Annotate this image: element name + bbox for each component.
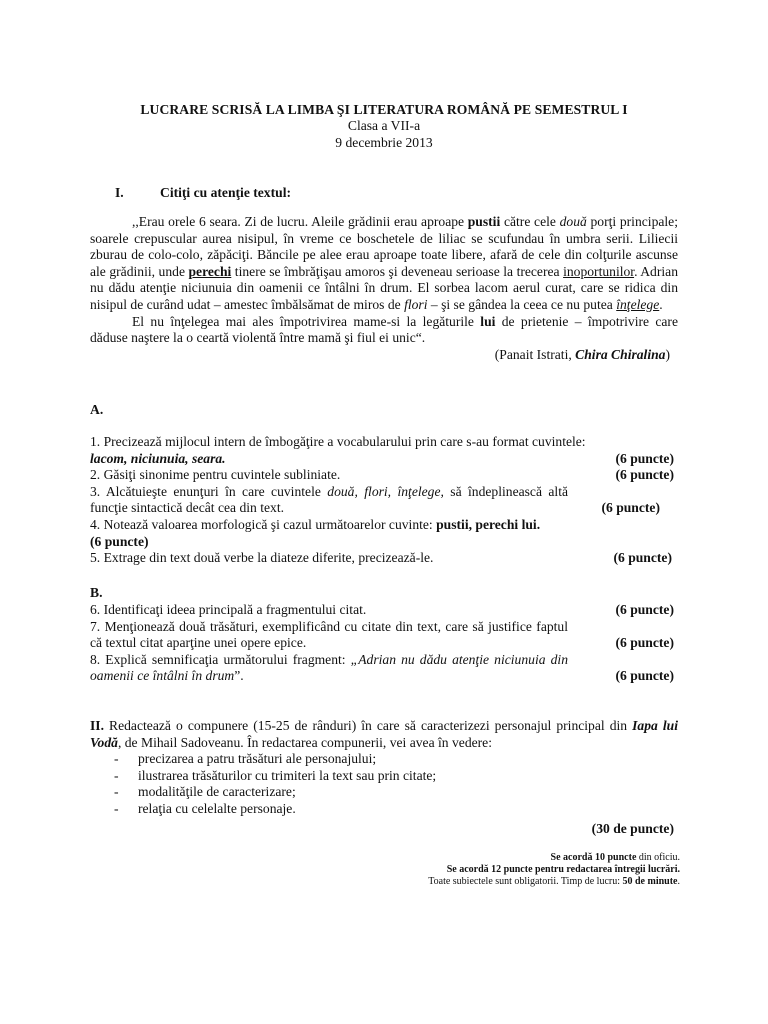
section-2-work: Iapa lui Vodă [90, 718, 678, 750]
question-7-text: 7. Menţionează două trăsături, exemplificând cu citate din text, care să justifice faptul că textul citat aparţine unei opere epice. [90, 618, 568, 651]
question-4-words: pustii, perechi lui. [436, 516, 541, 532]
source-end: ) [665, 346, 670, 362]
text-span: de prietenie – împotrivire care dăduse naştere la o ceartă violentă între mamă şi fiul ei unic“. [90, 313, 678, 346]
text-span: din oficiu. [636, 852, 680, 863]
word-lui: lui [480, 313, 496, 329]
word-doua: două [559, 214, 587, 229]
text-span: Redactează o compunere (15-25 de rânduri) în care să caracterizezi personajul principal din [103, 718, 633, 733]
text-span: 8. Explică semnificaţia următorului fragment: [90, 651, 351, 667]
text-span: – şi se gândea la ceea ce nu putea [427, 296, 617, 312]
text-span: . Adrian nu dădu atenţie niciunuia din oamenii ce întâlni în drum. El sorbea lacom aerul curat, care se ridica din nisipul de curând udat – amestec îmbălsămat de miros de [90, 263, 678, 312]
text-span: . [659, 296, 663, 312]
text-span: El nu înţelegea mai ales împotrivirea mame-si la legăturile [132, 313, 481, 329]
question-3-words: două, flori, înţelege, [327, 483, 444, 499]
question-8-points: (6 puncte) [615, 668, 674, 684]
list-item: - precizarea a patru trăsături ale personajului; [90, 751, 678, 768]
list-item: - modalităţile de caracterizare; [90, 784, 678, 801]
reading-text [90, 214, 678, 363]
list-item: - relaţia cu celelalte personaje. [90, 801, 678, 818]
word-inoportunilor: inoportunilor [563, 263, 635, 279]
text-span: porţi principale; soarele crepuscular aurea nisipul, în vreme ce boschetele de liliac se scufundau în umbra serii. Liliecii zburau de colo-colo, zăpăciţi. Băncile pe alee erau aproape toate libere, afară de cele din colţurile ascunse ale grădinii, unde [90, 214, 678, 279]
source-work: Chira Chiralina [575, 346, 666, 362]
source-author: (Panait Istrati, [494, 346, 576, 362]
text-span: către cele [500, 214, 560, 229]
text-span: ,,Erau orele 6 seara. Zi de lucru. Aleile grădinii erau aproape [132, 214, 468, 229]
question-8 [90, 652, 678, 685]
word-flori: flori [404, 296, 428, 312]
text-span: ”. [234, 668, 244, 684]
note-1 [428, 852, 680, 864]
class-label: Clasa a VII-a [347, 118, 421, 134]
text-span: tinere se îmbrăţişau amoros şi deveneau serioase la trecerea [231, 263, 564, 279]
question-6-text: 6. Identificaţi ideea principală a fragmentului citat. [90, 602, 367, 617]
question-1 [90, 434, 678, 467]
question-1-text: 1. Precizează mijlocul intern de îmbogăţire a vocabularului prin care s-au format cuvintele: [90, 434, 586, 449]
section-2-list [90, 751, 678, 817]
section-2-points: (30 de puncte) [591, 820, 674, 836]
question-1-words: lacom, niciunuia, seara. [90, 450, 226, 466]
question-8-quote: „Adrian nu dădu atenţie niciunuia din oamenii ce întâlni în drum [90, 651, 568, 684]
note-3-time: 50 de minute [622, 876, 678, 887]
question-4-points: (6 puncte) [90, 533, 149, 549]
text-span: . [677, 876, 680, 887]
section-2-text [90, 718, 678, 751]
text-span: Se acordă [550, 852, 595, 863]
question-5 [90, 550, 678, 567]
question-8-text [90, 652, 678, 685]
text-span: 3. Alcătuieşte enunţuri în care cuvintele [90, 483, 328, 499]
text-paragraph-1 [90, 214, 678, 314]
question-3-text [90, 484, 678, 517]
section-a-label: A. [90, 402, 104, 417]
list-item: - ilustrarea trăsăturilor cu trimiteri la text sau prin citate; [90, 768, 678, 785]
note-2: Se acordă 12 puncte pentru redactarea întregii lucrări. [446, 864, 680, 875]
question-3-points: (6 puncte) [601, 500, 660, 516]
section-2-number: II. [90, 718, 104, 733]
section-b-label: B. [90, 585, 103, 600]
section-1-number: I. [115, 185, 124, 200]
note-1-points: 10 puncte [594, 852, 637, 863]
text-paragraph-2 [90, 314, 678, 347]
word-perechi: perechi [188, 263, 232, 279]
text-source [90, 347, 670, 364]
exam-notes [428, 852, 680, 888]
exam-title: LUCRARE SCRISĂ LA LIMBA ŞI LITERATURA ROMÂNĂ PE SEMESTRUL I [140, 102, 628, 117]
document-header [90, 102, 678, 151]
text-span: 4. Notează valoarea morfologică şi cazul următoarelor cuvinte: [90, 516, 437, 532]
question-6-points: (6 puncte) [615, 602, 674, 617]
exam-date: 9 decembrie 2013 [335, 134, 433, 150]
question-4-text [90, 517, 678, 534]
text-span: să îndeplinească altă funcţie sintactică decât cea din text. [90, 483, 569, 516]
question-1-points: (6 puncte) [615, 450, 674, 466]
question-7 [90, 619, 678, 652]
question-6 [90, 602, 678, 619]
question-7-points: (6 puncte) [615, 635, 674, 651]
question-2-points: (6 puncte) [615, 467, 674, 483]
text-span: Toate subiectele sunt obligatorii. Timp de lucru: [428, 876, 623, 887]
question-4 [90, 517, 678, 550]
question-2-text: 2. Găsiţi sinonime pentru cuvintele subliniate. [90, 467, 341, 483]
section-1-instruction: Citiţi cu atenţie textul: [160, 185, 291, 200]
word-intelege: înţelege [616, 296, 660, 312]
note-3 [428, 876, 680, 888]
text-span: , de Mihail Sadoveanu. În redactarea compunerii, vei avea în vedere: [117, 734, 492, 750]
question-1-line-2 [90, 451, 678, 468]
question-5-points: (6 puncte) [613, 550, 672, 566]
section-b-questions [90, 602, 678, 685]
section-1-heading [115, 185, 291, 202]
question-2 [90, 467, 678, 484]
question-5-text: 5. Extrage din text două verbe la diateze diferite, precizează-le. [90, 550, 434, 566]
section-a-questions [90, 434, 678, 567]
question-3 [90, 484, 678, 517]
word-pustii: pustii [467, 214, 501, 229]
section-2 [90, 718, 678, 837]
